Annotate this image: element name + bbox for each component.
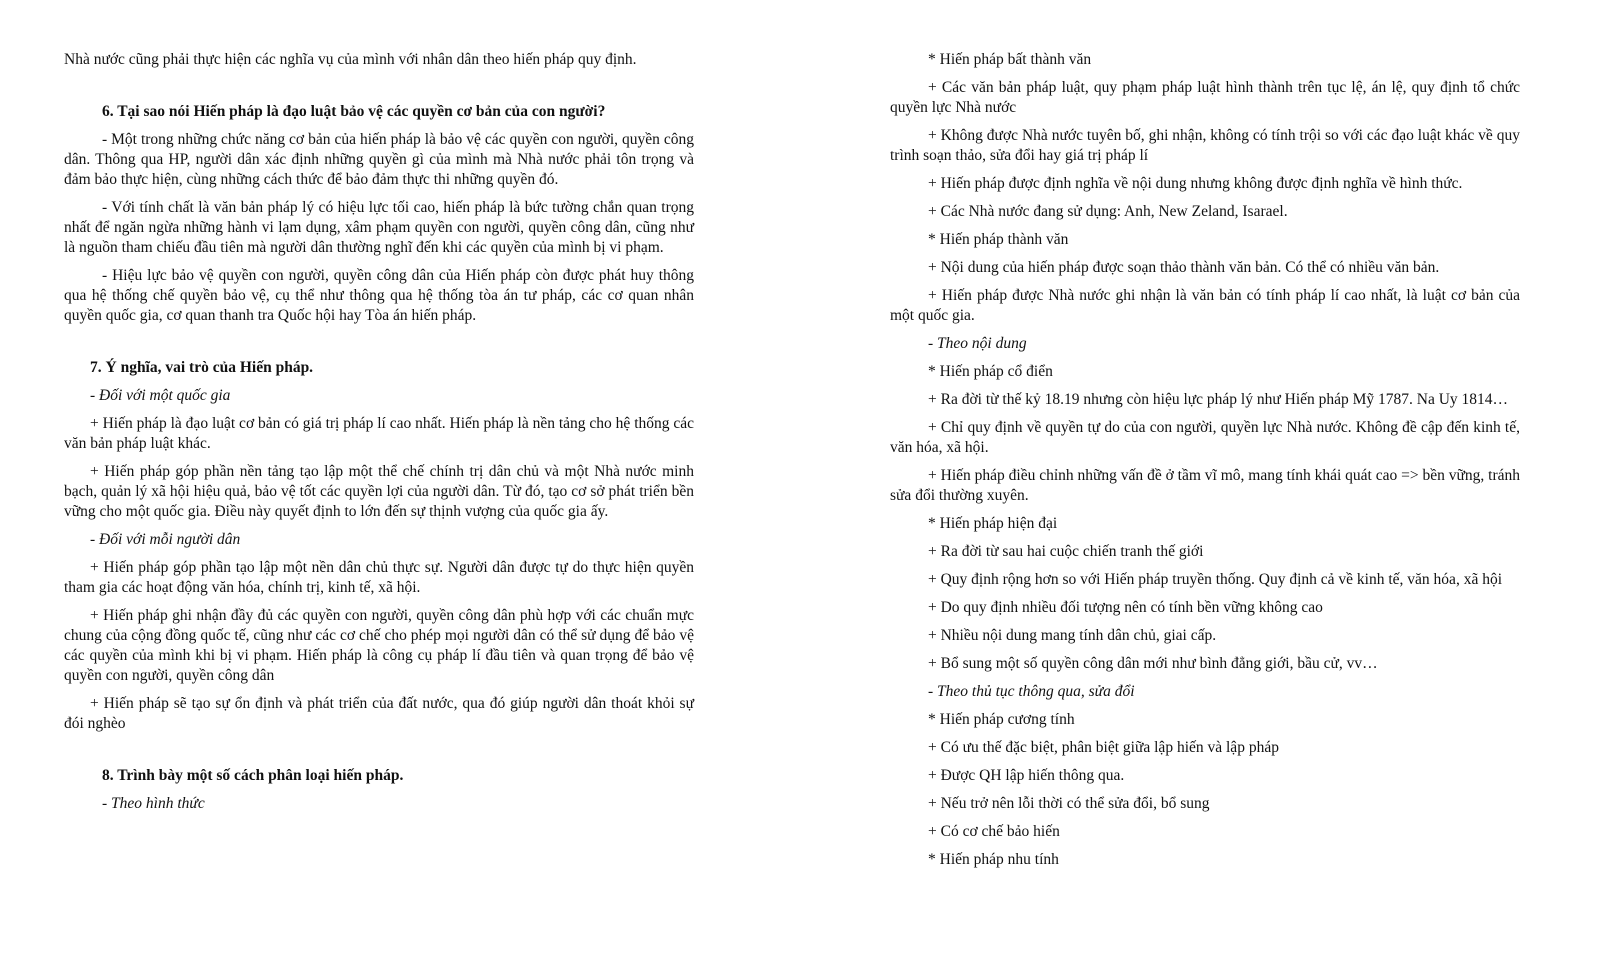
q8-subheading-form: - Theo hình thức — [102, 795, 205, 812]
right-list-line: + Chỉ quy định về quyền tự do của con người, quyền lực Nhà nước. Không đề cập đến kinh tế, văn hóa, xã hội. — [890, 419, 1520, 456]
right-list-line: * Hiến pháp cổ điển — [928, 363, 1053, 380]
right-list-line: + Các Nhà nước đang sử dụng: Anh, New Zeland, Isarael. — [928, 203, 1288, 220]
q6-heading: 6. Tại sao nói Hiến pháp là đạo luật bảo vệ các quyền cơ bản của con người? — [102, 103, 606, 120]
right-list-line: * Hiến pháp thành văn — [928, 231, 1069, 248]
right-list-line: + Do quy định nhiều đối tượng nên có tính bền vững không cao — [928, 599, 1323, 616]
right-column — [890, 50, 1520, 878]
right-list-line: * Hiến pháp nhu tính — [928, 851, 1059, 868]
q6-paragraph: - Với tính chất là văn bản pháp lý có hiệu lực tối cao, hiến pháp là bức tường chắn quan trọng nhất để ngăn ngừa những hành vi lạm dụng, xâm phạm quyền con người, quyền công dân, cũng như là nguồn tham chiếu đầu tiên mà người dân thường nghĩ đến khi các quyền của mình bị vi phạm. — [64, 199, 694, 256]
q6-paragraph: - Hiệu lực bảo vệ quyền con người, quyền công dân của Hiến pháp còn được phát huy thông qua hệ thống chế quyền bảo vệ, cụ thể như thông qua hệ thống tòa án tư pháp, các cơ quan nhân quyền quốc gia, cơ quan thanh tra Quốc hội hay Tòa án hiến pháp. — [64, 267, 694, 324]
right-list-line: + Các văn bản pháp luật, quy phạm pháp luật hình thành trên tục lệ, án lệ, quy định tổ chức quyền lực Nhà nước — [890, 79, 1520, 116]
right-list-line: + Được QH lập hiến thông qua. — [928, 767, 1125, 784]
right-list-line: + Hiến pháp điều chỉnh những vấn đề ở tầm vĩ mô, mang tính khái quát cao => bền vững, tránh sửa đổi thường xuyên. — [890, 467, 1520, 504]
right-list-line: + Không được Nhà nước tuyên bố, ghi nhận, không có tính trội so với các đạo luật khác về quy trình soạn thảo, sửa đổi hay giá trị pháp lí — [890, 127, 1520, 164]
right-list-line: + Bổ sung một số quyền công dân mới như bình đẳng giới, bầu cử, vv… — [928, 655, 1378, 672]
q7-heading: 7. Ý nghĩa, vai trò của Hiến pháp. — [90, 359, 314, 376]
right-list-line: + Ra đời từ sau hai cuộc chiến tranh thế giới — [928, 543, 1204, 560]
right-list-line: + Nếu trở nên lỗi thời có thể sửa đổi, bổ sung — [928, 795, 1210, 812]
right-list-line: + Nội dung của hiến pháp được soạn thảo thành văn bản. Có thể có nhiều văn bản. — [928, 259, 1440, 276]
q7-paragraph: + Hiến pháp góp phần tạo lập một nền dân chủ thực sự. Người dân được tự do thực hiện quyền tham gia các hoạt động văn hóa, chính trị, kinh tế, xã hội. — [64, 559, 694, 596]
right-list-line: + Hiến pháp được Nhà nước ghi nhận là văn bản có tính pháp lí cao nhất, là luật cơ bản của một quốc gia. — [890, 287, 1520, 324]
right-list-line: + Có cơ chế bảo hiến — [928, 823, 1060, 840]
left-column — [64, 50, 694, 822]
right-list-line: * Hiến pháp cương tính — [928, 711, 1075, 728]
right-list-line: * Hiến pháp bất thành văn — [928, 51, 1092, 68]
q7-paragraph: + Hiến pháp sẽ tạo sự ổn định và phát triển của đất nước, qua đó giúp người dân thoát khỏi sự đói nghèo — [64, 695, 694, 732]
q8-heading: 8. Trình bày một số cách phân loại hiến pháp. — [102, 767, 404, 784]
right-list-line: + Nhiều nội dung mang tính dân chủ, giai cấp. — [928, 627, 1217, 644]
q6-paragraph: - Một trong những chức năng cơ bản của hiến pháp là bảo vệ các quyền con người, quyền công dân. Thông qua HP, người dân xác định những quyền gì của mình mà Nhà nước phải tôn trọng và đảm bảo thực hiện, cùng những cách thức để bảo đảm thực thi những quyền đó. — [64, 131, 694, 188]
q7-paragraph: + Hiến pháp là đạo luật cơ bản có giá trị pháp lí cao nhất. Hiến pháp là nền tảng cho hệ thống các văn bản pháp luật khác. — [64, 415, 695, 452]
q7-subheading-citizen: - Đối với mỗi người dân — [90, 531, 241, 548]
intro-paragraph: Nhà nước cũng phải thực hiện các nghĩa vụ của mình với nhân dân theo hiến pháp quy định. — [64, 51, 637, 68]
right-subheading: - Theo nội dung — [928, 335, 1027, 352]
q7-subheading-country: - Đối với một quốc gia — [90, 387, 231, 404]
right-subheading: - Theo thủ tục thông qua, sửa đổi — [928, 683, 1135, 700]
right-list-line: + Ra đời từ thế kỷ 18.19 nhưng còn hiệu lực pháp lý như Hiến pháp Mỹ 1787. Na Uy 1814… — [928, 391, 1509, 408]
q7-paragraph: + Hiến pháp góp phần nền tảng tạo lập một thể chế chính trị dân chủ và một Nhà nước minh bạch, quản lý xã hội hiệu quả, bảo vệ tốt các quyền lợi của người dân. Từ đó, tạo cơ sở phát triển bền vững cho một quốc gia. Điều này quyết định to lớn đến sự thịnh vượng của quốc gia ấy. — [64, 463, 694, 520]
right-list-line: + Có ưu thế đặc biệt, phân biệt giữa lập hiến và lập pháp — [928, 739, 1279, 756]
right-list-line: * Hiến pháp hiện đại — [928, 515, 1058, 532]
q7-paragraph: + Hiến pháp ghi nhận đầy đủ các quyền con người, quyền công dân phù hợp với các chuẩn mực chung của cộng đồng quốc tế, cũng như các cơ chế cho phép mọi người dân có thể sử dụng để bảo vệ các quyền của mình khi bị vi phạm. Hiến pháp là công cụ pháp lí đầu tiên và quan trọng để bảo vệ quyền con người, quyền công dân — [64, 607, 694, 684]
right-list-line: + Quy định rộng hơn so với Hiến pháp truyền thống. Quy định cả về kinh tế, văn hóa, xã hội — [928, 571, 1502, 588]
right-list-line: + Hiến pháp được định nghĩa về nội dung nhưng không được định nghĩa về hình thức. — [928, 175, 1463, 192]
